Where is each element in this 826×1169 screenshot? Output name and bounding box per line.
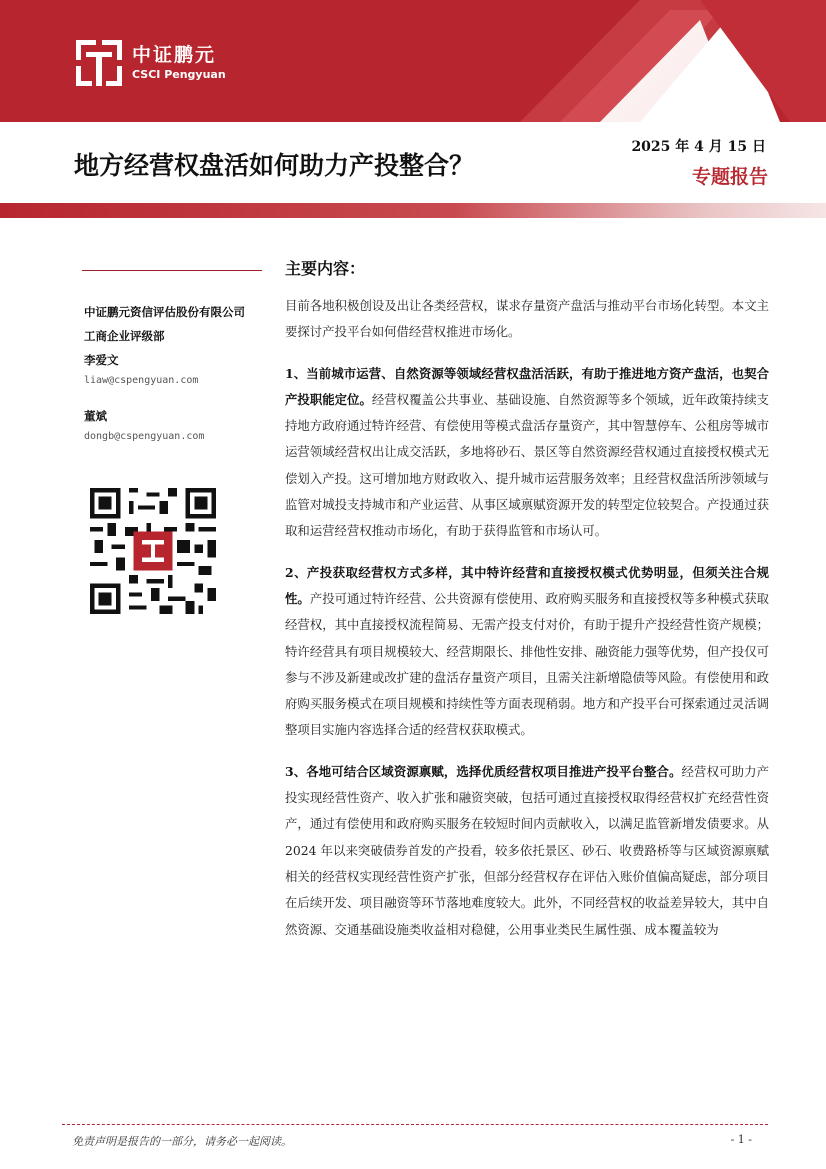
main-content xyxy=(285,256,769,958)
disclaimer-note: 免责声明是报告的一部分，请务必一起阅读。 xyxy=(72,1135,292,1148)
analyst-email[interactable]: liaw@cspengyuan.com xyxy=(84,375,199,386)
point-3-lead: 3、各地可结合区域资源禀赋，选择优质经营权项目推进产投平台整合。 xyxy=(285,763,682,779)
footer-divider xyxy=(62,1124,768,1125)
point-2-paragraph xyxy=(285,560,769,744)
analyst-email[interactable]: dongb@cspengyuan.com xyxy=(84,431,205,442)
brand-name-cn: 中证鹏元 xyxy=(132,44,217,66)
sidebar-authors xyxy=(84,300,274,446)
point-1-body: 经营权覆盖公共事业、基础设施、自然资源等多个领域，近年政策持续支持地方政府通过特许经营、有偿使用等模式盘活存量资产，其中智慧停车、公租房等城市运营领域经营权出让成交活跃，多地将砂石、景区等自然资源经营权通过直接授权模式无偿划入产投。这可增加地方财政收入、提升城市运营服务效率；且经营权盘活所涉领域与监管对城投支持城市和产业运营、从事区域禀赋资源开发的转型定位较契合。产投通过获取和运营经营权推动市场化，有助于获得监管和市场认可。 xyxy=(285,391,770,539)
point-1-lead: 1、当前城市运营、自然资源等领域经营权盘活活跃，有助于推进地方资产盘活，也契合产投职能定位。 xyxy=(285,365,769,407)
header-divider-band xyxy=(0,203,826,218)
report-date: 2025 年 4 月 15 日 xyxy=(631,139,766,155)
brand-logo xyxy=(76,40,226,86)
org-name: 中证鹏元资信评估股份有限公司 xyxy=(84,305,245,319)
report-type: 专题报告 xyxy=(691,166,768,188)
dept-name: 工商企业评级部 xyxy=(84,329,165,343)
intro-paragraph: 目前各地积极创设及出让各类经营权，谋求存量资产盘活与推动平台市场化转型。本文主要探讨产投平台如何借经营权推进市场化。 xyxy=(285,298,769,340)
analyst-name: 李爱文 xyxy=(84,353,119,367)
analyst-name: 董斌 xyxy=(84,409,107,423)
brand-name-en: CSCI Pengyuan xyxy=(132,68,226,81)
page-number: - 1 - xyxy=(730,1133,752,1146)
header-banner xyxy=(0,0,826,122)
sidebar-divider xyxy=(82,270,262,271)
point-1-paragraph xyxy=(285,361,769,545)
section-heading: 主要内容： xyxy=(285,259,366,278)
point-3-body: 经营权可助力产投实现经营性资产、收入扩张和融资突破，包括可通过直接授权取得经营权扩充经营性资产，通过有偿使用和政府购买服务在较短时间内贡献收入，以满足监管新增发债要求。从 2024 年以来突破债券首发的产投看，较多依托景区、砂石、收费路桥等与区域资源禀赋相关的经营权实现经营性资产扩张，但部分经营权存在评估入账价值偏高疑虑，部分项目在后续开发、项目融资等环节落地难度较大。此外，不同经营权的收益差异较大，其中自然资源、交通基础设施类收益相对稳健，公用事业类民生属性强、成本覆盖较为 xyxy=(285,763,769,937)
report-title: 地方经营权盘活如何助力产投整合？ xyxy=(74,151,475,180)
logo-mark-icon xyxy=(76,40,122,86)
qr-code-icon xyxy=(90,488,216,614)
point-3-paragraph xyxy=(285,759,769,943)
point-2-body: 产投可通过特许经营、公共资源有偿使用、政府购买服务和直接授权等多种模式获取经营权，其中直接授权流程简易、无需产投支付对价，有助于提升产投经营性资产规模；特许经营具有项目规模较大、经营期限长、排他性安排、融资能力强等优势，但产投仅可参与不涉及新建或改扩建的盘活存量资产项目，且需关注新增隐债等风险。有偿使用和政府购买服务模式在项目规模和持续性等方面表现稍弱。地方和产投平台可探索通过灵活调整项目实施内容选择合适的经营权获取模式。 xyxy=(285,590,770,738)
point-2-lead: 2、产投获取经营权方式多样，其中特许经营和直接授权模式优势明显，但须关注合规性。 xyxy=(285,564,769,606)
